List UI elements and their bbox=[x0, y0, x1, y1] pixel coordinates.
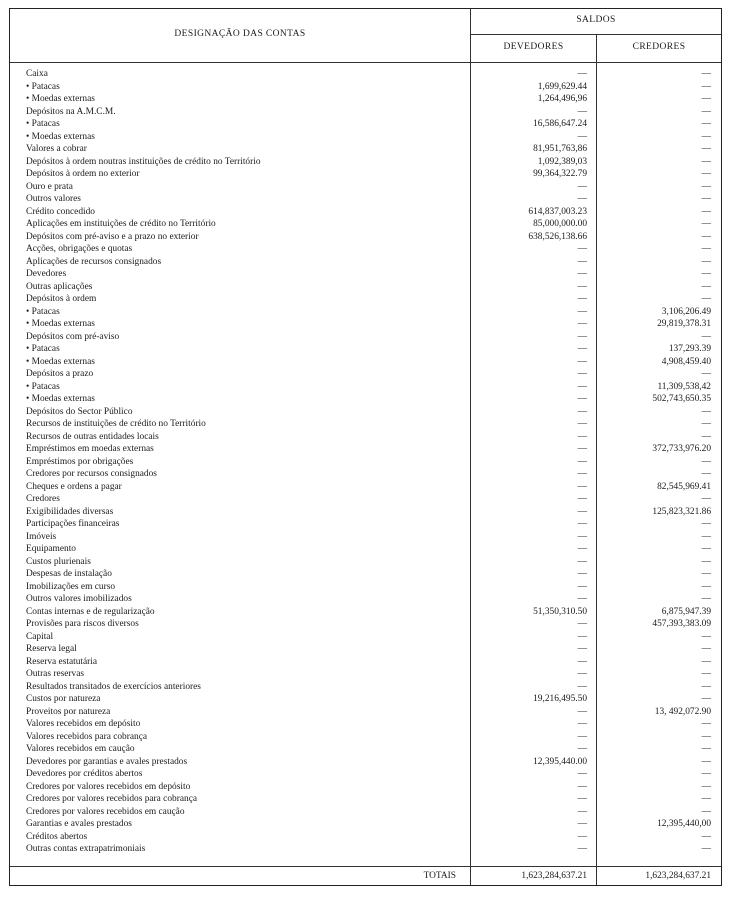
account-name: Recursos de outras entidades locais bbox=[26, 431, 159, 442]
devedores-value: 85,000,000.00 bbox=[533, 219, 587, 229]
table-row bbox=[10, 506, 721, 519]
credores-value: 11,309,538,42 bbox=[657, 381, 711, 392]
account-name: Resultados transitados de exercícios anteriores bbox=[26, 681, 201, 692]
credores-value: — bbox=[701, 656, 711, 667]
devedores-value: — bbox=[577, 744, 587, 754]
table-row bbox=[10, 118, 721, 131]
table-row bbox=[10, 756, 721, 769]
table-row bbox=[10, 168, 721, 181]
table-row bbox=[10, 656, 721, 669]
credores-value: — bbox=[701, 431, 711, 442]
table-row bbox=[10, 706, 721, 719]
credores-value: — bbox=[701, 244, 711, 254]
table-row bbox=[10, 493, 721, 506]
table-row bbox=[10, 393, 721, 406]
table-row bbox=[10, 243, 721, 256]
table-row bbox=[10, 518, 721, 531]
devedores-value: — bbox=[577, 719, 587, 729]
account-name: Depósitos com pré-aviso e a prazo no exterior bbox=[26, 231, 199, 242]
table-row bbox=[10, 593, 721, 606]
credores-value: — bbox=[701, 181, 711, 192]
devedores-value: — bbox=[577, 556, 587, 567]
devedores-value: — bbox=[577, 469, 587, 479]
credores-value: 137,293.39 bbox=[668, 344, 711, 354]
table-row bbox=[10, 843, 721, 856]
devedores-value: 16,586,647.24 bbox=[533, 119, 587, 129]
table-row bbox=[10, 718, 721, 731]
account-name: Depósitos à ordem no exterior bbox=[26, 169, 140, 179]
devedores-value: — bbox=[577, 531, 587, 542]
devedores-value: — bbox=[577, 394, 587, 404]
devedores-value: — bbox=[577, 256, 587, 267]
credores-value: — bbox=[701, 69, 711, 79]
credores-value: — bbox=[701, 531, 711, 542]
devedores-value: 19,216,495.50 bbox=[533, 694, 587, 704]
account-name: Contas internas e de regularização bbox=[26, 606, 155, 617]
devedores-value: — bbox=[577, 431, 587, 442]
devedores-value: — bbox=[577, 506, 587, 517]
devedores-value: — bbox=[577, 594, 587, 604]
account-name: Valores recebidos em caução bbox=[26, 744, 135, 754]
devedores-value: — bbox=[577, 419, 587, 429]
table-row bbox=[10, 293, 721, 306]
devedores-value: — bbox=[577, 456, 587, 467]
account-name: Devedores por créditos abertos bbox=[26, 769, 143, 779]
table-row bbox=[10, 668, 721, 681]
account-name: Reserva estatutária bbox=[26, 656, 98, 667]
devedores-value: 81,951,763,86 bbox=[533, 144, 587, 154]
account-name: Depósitos a prazo bbox=[26, 369, 94, 379]
devedores-value: 1,699,629.44 bbox=[537, 81, 587, 92]
table-row bbox=[10, 681, 721, 694]
devedores-value: 51,350,310.50 bbox=[533, 606, 587, 617]
devedores-value: — bbox=[577, 831, 587, 842]
credores-value: — bbox=[701, 131, 711, 142]
devedores-value: — bbox=[577, 244, 587, 254]
credores-value: 372,733,976.20 bbox=[652, 444, 711, 454]
account-name: Garantias e avales prestados bbox=[26, 819, 132, 829]
header-credores: CREDORES bbox=[632, 42, 686, 52]
devedores-value: — bbox=[577, 494, 587, 504]
devedores-value: — bbox=[577, 656, 587, 667]
table-row bbox=[10, 606, 721, 619]
account-name: Créditos abertos bbox=[26, 831, 88, 842]
credores-value: — bbox=[701, 269, 711, 279]
header-designation: DESIGNAÇÃO DAS CONTAS bbox=[174, 29, 306, 39]
devedores-value: 614,837,003.23 bbox=[528, 206, 587, 217]
table-row bbox=[10, 618, 721, 631]
table-row bbox=[10, 631, 721, 644]
table-row bbox=[10, 793, 721, 806]
credores-value: — bbox=[701, 219, 711, 229]
totals-label: TOTAIS bbox=[423, 871, 456, 881]
table-row bbox=[10, 581, 721, 594]
devedores-value: — bbox=[577, 406, 587, 417]
account-name: Valores recebidos para cobrança bbox=[26, 731, 148, 742]
credores-value: — bbox=[701, 281, 711, 292]
table-row bbox=[10, 268, 721, 281]
credores-value: — bbox=[701, 756, 711, 767]
credores-value: 82,545,969.41 bbox=[657, 481, 711, 492]
devedores-value: — bbox=[577, 731, 587, 742]
credores-value: — bbox=[701, 681, 711, 692]
account-name: Cheques e ordens a pagar bbox=[26, 481, 122, 492]
account-name: • Patacas bbox=[26, 344, 60, 354]
account-name: • Patacas bbox=[26, 306, 60, 317]
account-name: Devedores bbox=[26, 269, 67, 279]
account-name: Valores recebidos em depósito bbox=[26, 719, 141, 729]
account-name: • Patacas bbox=[26, 119, 60, 129]
devedores-value: — bbox=[577, 631, 587, 642]
devedores-value: — bbox=[577, 706, 587, 717]
devedores-value: — bbox=[577, 619, 587, 629]
account-name: Crédito concedido bbox=[26, 206, 95, 217]
credores-value: 502,743,650.35 bbox=[652, 394, 711, 404]
table-row bbox=[10, 218, 721, 231]
account-name: Depósitos na A.M.C.M. bbox=[26, 106, 116, 117]
devedores-value: — bbox=[577, 281, 587, 292]
devedores-value: — bbox=[577, 681, 587, 692]
account-name: Credores por recursos consignados bbox=[26, 469, 157, 479]
account-name: • Moedas externas bbox=[26, 319, 95, 329]
account-name: Aplicações em instituições de crédito no Território bbox=[26, 219, 216, 229]
devedores-value: — bbox=[577, 369, 587, 379]
credores-value: — bbox=[701, 769, 711, 779]
credores-value: — bbox=[701, 256, 711, 267]
devedores-value: — bbox=[577, 356, 587, 367]
devedores-value: — bbox=[577, 519, 587, 529]
table-row bbox=[10, 281, 721, 294]
balance-table bbox=[9, 8, 722, 886]
account-name: Imóveis bbox=[26, 531, 57, 542]
account-name: Depósitos com pré-aviso bbox=[26, 331, 120, 342]
account-name: Provisões para riscos diversos bbox=[26, 619, 139, 629]
table-row bbox=[10, 343, 721, 356]
devedores-value: — bbox=[577, 306, 587, 317]
devedores-value: — bbox=[577, 269, 587, 279]
devedores-value: — bbox=[577, 794, 587, 804]
account-name: Empréstimos em moedas externas bbox=[26, 444, 154, 454]
credores-value: 6,875,947.39 bbox=[661, 606, 711, 617]
table-row bbox=[10, 456, 721, 469]
account-name: Devedores por garantias e avales prestados bbox=[26, 756, 188, 767]
account-name: • Patacas bbox=[26, 381, 60, 392]
table-row bbox=[10, 531, 721, 544]
totals-credores: 1,623,284,637.21 bbox=[645, 871, 711, 881]
saldos-underline bbox=[470, 34, 721, 35]
credores-value: — bbox=[701, 644, 711, 654]
devedores-value: — bbox=[577, 444, 587, 454]
credores-value: — bbox=[701, 581, 711, 592]
account-name: Credores por valores recebidos em depósito bbox=[26, 781, 191, 792]
account-name: Equipamento bbox=[26, 544, 76, 554]
table-row bbox=[10, 181, 721, 194]
credores-value: — bbox=[701, 331, 711, 342]
account-name: Outros valores bbox=[26, 194, 81, 204]
credores-value: 3,106,206.49 bbox=[661, 306, 711, 317]
totals-devedores: 1,623,284,637.21 bbox=[521, 871, 587, 881]
devedores-value: 99,364,322.79 bbox=[533, 169, 587, 179]
credores-value: — bbox=[701, 806, 711, 817]
devedores-value: — bbox=[577, 331, 587, 342]
account-name: Credores por valores recebidos em caução bbox=[26, 806, 185, 817]
credores-value: — bbox=[701, 456, 711, 467]
account-name: Acções, obrigações e quotas bbox=[26, 244, 133, 254]
table-row bbox=[10, 368, 721, 381]
devedores-value: 1,092,389,03 bbox=[537, 156, 587, 167]
credores-value: — bbox=[701, 94, 711, 104]
devedores-value: — bbox=[577, 819, 587, 829]
header-bottom-rule bbox=[10, 62, 721, 63]
table-row bbox=[10, 381, 721, 394]
account-name: Outras reservas bbox=[26, 669, 85, 679]
devedores-value: — bbox=[577, 344, 587, 354]
account-name: Imobilizações em curso bbox=[26, 581, 116, 592]
table-row bbox=[10, 431, 721, 444]
credores-value: — bbox=[701, 231, 711, 242]
devedores-value: — bbox=[577, 544, 587, 554]
account-name: Custos por natureza bbox=[26, 694, 101, 704]
credores-value: 13, 492,072.90 bbox=[654, 706, 711, 717]
credores-value: — bbox=[701, 169, 711, 179]
table-row bbox=[10, 68, 721, 81]
credores-value: — bbox=[701, 781, 711, 792]
devedores-value: — bbox=[577, 569, 587, 579]
account-name: • Moedas externas bbox=[26, 94, 95, 104]
account-name: Custos plurienais bbox=[26, 556, 91, 567]
table-row bbox=[10, 443, 721, 456]
credores-value: — bbox=[701, 794, 711, 804]
credores-value: 457,393,383.09 bbox=[652, 619, 711, 629]
devedores-value: — bbox=[577, 581, 587, 592]
account-name: Depósitos à ordem bbox=[26, 294, 97, 304]
header-devedores: DEVEDORES bbox=[503, 42, 564, 52]
table-row bbox=[10, 806, 721, 819]
table-row bbox=[10, 206, 721, 219]
credores-value: — bbox=[701, 194, 711, 204]
account-name: Credores bbox=[26, 494, 60, 504]
devedores-value: — bbox=[577, 481, 587, 492]
account-name: Aplicações de recursos consignados bbox=[26, 256, 162, 267]
credores-value: — bbox=[701, 494, 711, 504]
devedores-value: — bbox=[577, 319, 587, 329]
totals-row bbox=[10, 867, 721, 885]
credores-value: 12,395,440,00 bbox=[657, 819, 711, 829]
table-row bbox=[10, 156, 721, 169]
devedores-value: — bbox=[577, 194, 587, 204]
account-name: Depósitos à ordem noutras instituições de crédito no Território bbox=[26, 156, 261, 167]
table-row bbox=[10, 106, 721, 119]
credores-value: 125,823,321.86 bbox=[652, 506, 711, 517]
devedores-value: — bbox=[577, 781, 587, 792]
table-row bbox=[10, 693, 721, 706]
credores-value: — bbox=[701, 406, 711, 417]
credores-value: — bbox=[701, 119, 711, 129]
credores-value: — bbox=[701, 144, 711, 154]
table-row bbox=[10, 143, 721, 156]
account-name: Outras contas extrapatrimoniais bbox=[26, 844, 146, 854]
devedores-value: 12,395,440.00 bbox=[533, 756, 587, 767]
credores-value: — bbox=[701, 631, 711, 642]
account-name: Valores a cobrar bbox=[26, 144, 87, 154]
devedores-value: — bbox=[577, 806, 587, 817]
table-row bbox=[10, 418, 721, 431]
table-row bbox=[10, 543, 721, 556]
header-saldos: SALDOS bbox=[576, 15, 616, 25]
credores-value: — bbox=[701, 81, 711, 92]
account-name: Outras aplicações bbox=[26, 281, 93, 292]
credores-value: — bbox=[701, 719, 711, 729]
account-name: Depósitos do Sector Público bbox=[26, 406, 133, 417]
table-row bbox=[10, 131, 721, 144]
table-row bbox=[10, 556, 721, 569]
account-name: • Patacas bbox=[26, 81, 60, 92]
credores-value: — bbox=[701, 694, 711, 704]
account-rows bbox=[10, 68, 721, 856]
devedores-value: — bbox=[577, 131, 587, 142]
devedores-value: — bbox=[577, 381, 587, 392]
account-name: Caixa bbox=[26, 69, 48, 79]
credores-value: — bbox=[701, 369, 711, 379]
account-name: Participações financeiras bbox=[26, 519, 120, 529]
account-name: Exigibilidades diversas bbox=[26, 506, 114, 517]
table-row bbox=[10, 93, 721, 106]
account-name: Despesas de instalação bbox=[26, 569, 112, 579]
table-row bbox=[10, 193, 721, 206]
table-row bbox=[10, 731, 721, 744]
credores-value: — bbox=[701, 569, 711, 579]
account-name: Proveitos por natureza bbox=[26, 706, 111, 717]
credores-value: — bbox=[701, 206, 711, 217]
credores-value: — bbox=[701, 294, 711, 304]
table-row bbox=[10, 318, 721, 331]
table-row bbox=[10, 406, 721, 419]
table-row bbox=[10, 781, 721, 794]
credores-value: — bbox=[701, 156, 711, 167]
credores-value: — bbox=[701, 469, 711, 479]
table-row bbox=[10, 256, 721, 269]
credores-value: 4,908,459.40 bbox=[661, 356, 711, 367]
table-row bbox=[10, 331, 721, 344]
account-name: • Moedas externas bbox=[26, 356, 95, 367]
table-row bbox=[10, 768, 721, 781]
credores-value: — bbox=[701, 831, 711, 842]
account-name: Capital bbox=[26, 631, 54, 642]
account-name: Credores por valores recebidos para cobrança bbox=[26, 794, 198, 804]
table-row bbox=[10, 81, 721, 94]
devedores-value: — bbox=[577, 644, 587, 654]
table-row bbox=[10, 743, 721, 756]
credores-value: — bbox=[701, 844, 711, 854]
devedores-value: — bbox=[577, 294, 587, 304]
credores-value: — bbox=[701, 744, 711, 754]
devedores-value: — bbox=[577, 844, 587, 854]
devedores-value: — bbox=[577, 69, 587, 79]
credores-value: — bbox=[701, 669, 711, 679]
credores-value: — bbox=[701, 519, 711, 529]
credores-value: — bbox=[701, 419, 711, 429]
account-name: • Moedas externas bbox=[26, 394, 95, 404]
account-name: Recursos de instituições de crédito no Território bbox=[26, 419, 206, 429]
credores-value: — bbox=[701, 544, 711, 554]
account-name: Empréstimos por obrigações bbox=[26, 456, 134, 467]
credores-value: 29,819,378.31 bbox=[657, 319, 711, 329]
devedores-value: — bbox=[577, 769, 587, 779]
devedores-value: — bbox=[577, 106, 587, 117]
table-row bbox=[10, 231, 721, 244]
table-row bbox=[10, 481, 721, 494]
account-name: • Moedas externas bbox=[26, 131, 95, 142]
account-name: Reserva legal bbox=[26, 644, 77, 654]
devedores-value: 1,264,496,96 bbox=[537, 94, 587, 104]
devedores-value: — bbox=[577, 669, 587, 679]
credores-value: — bbox=[701, 106, 711, 117]
credores-value: — bbox=[701, 594, 711, 604]
account-name: Ouro e prata bbox=[26, 181, 73, 192]
devedores-value: — bbox=[577, 181, 587, 192]
devedores-value: 638,526,138.66 bbox=[528, 231, 587, 242]
table-row bbox=[10, 306, 721, 319]
credores-value: — bbox=[701, 556, 711, 567]
table-row bbox=[10, 831, 721, 844]
credores-value: — bbox=[701, 731, 711, 742]
table-row bbox=[10, 468, 721, 481]
table-row bbox=[10, 356, 721, 369]
table-row bbox=[10, 818, 721, 831]
account-name: Outros valores imobilizados bbox=[26, 594, 132, 604]
table-row bbox=[10, 643, 721, 656]
table-row bbox=[10, 568, 721, 581]
